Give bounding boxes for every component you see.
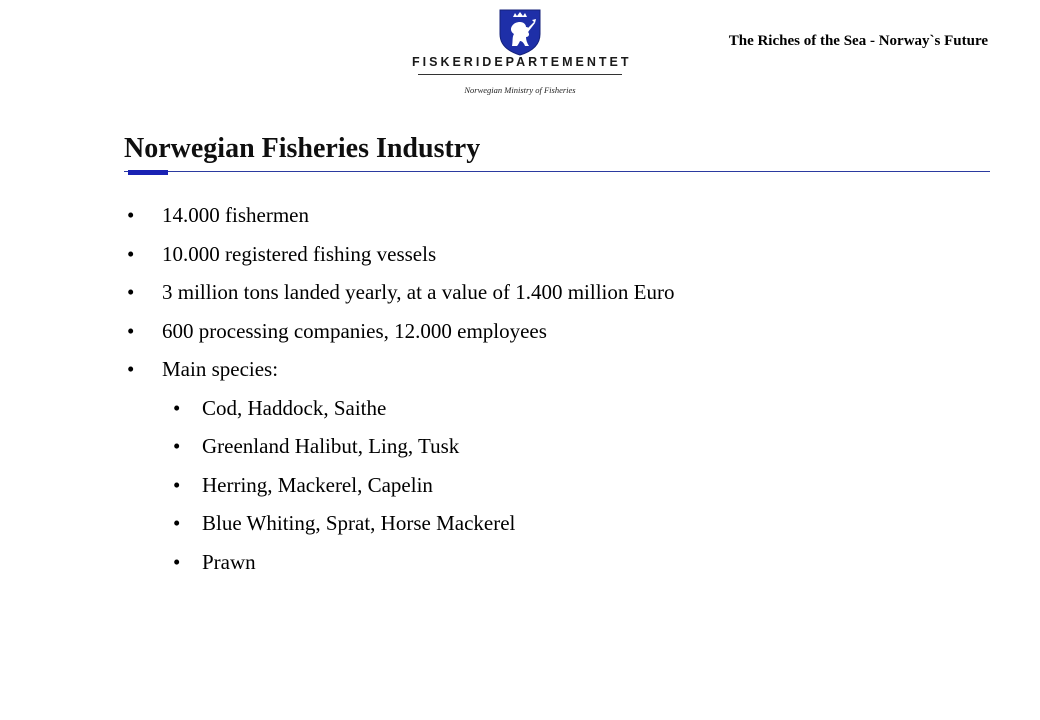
title-underline: [124, 171, 990, 172]
bullet-item: [127, 196, 674, 235]
bullet-dot: •: [127, 203, 135, 227]
bullet-item: [127, 312, 674, 351]
bullet-dot: •: [173, 395, 181, 420]
sub-bullet-item: [127, 543, 674, 582]
bullet-dot: •: [173, 434, 181, 458]
sub-bullet-text: Cod, Haddock, Saithe: [202, 395, 387, 420]
sub-bullet-text: Prawn: [202, 549, 256, 574]
bullet-text: 14.000 fishermen: [162, 203, 309, 227]
ministry-name: FISKERIDEPARTEMENTET: [412, 55, 632, 69]
sub-bullet-item: [127, 504, 674, 543]
bullet-text: 600 processing companies, 12.000 employees: [162, 318, 547, 343]
sub-bullet-item: [127, 427, 674, 466]
bullet-dot: •: [173, 472, 181, 497]
ministry-divider: [418, 74, 622, 75]
sub-bullet-text: Blue Whiting, Sprat, Horse Mackerel: [202, 511, 516, 535]
bullet-dot: •: [173, 549, 181, 574]
coat-of-arms-icon: [498, 8, 542, 56]
title-accent-bar: [128, 170, 168, 175]
ministry-subtitle: Norwegian Ministry of Fisheries: [464, 85, 576, 95]
bullet-text: 10.000 registered fishing vessels: [162, 241, 437, 266]
sub-bullet-item: [127, 389, 674, 428]
slide-title: Norwegian Fisheries Industry: [124, 133, 481, 164]
bullet-dot: •: [127, 357, 135, 381]
sub-bullet-item: [127, 466, 674, 505]
bullet-dot: •: [173, 511, 181, 535]
bullet-text: Main species:: [162, 357, 279, 381]
bullet-text: 3 million tons landed yearly, at a value of 1.400 million Euro: [162, 280, 675, 304]
bullet-dot: •: [127, 318, 135, 343]
header-tagline: The Riches of the Sea - Norway`s Future: [728, 33, 988, 49]
bullet-item: [127, 273, 674, 312]
bullet-item: [127, 350, 674, 389]
sub-bullet-text: Herring, Mackerel, Capelin: [202, 472, 433, 497]
bullet-dot: •: [127, 280, 135, 304]
sub-bullet-text: Greenland Halibut, Ling, Tusk: [202, 434, 460, 458]
bullet-list: [127, 196, 674, 581]
bullet-dot: •: [127, 241, 135, 266]
bullet-item: [127, 235, 674, 274]
